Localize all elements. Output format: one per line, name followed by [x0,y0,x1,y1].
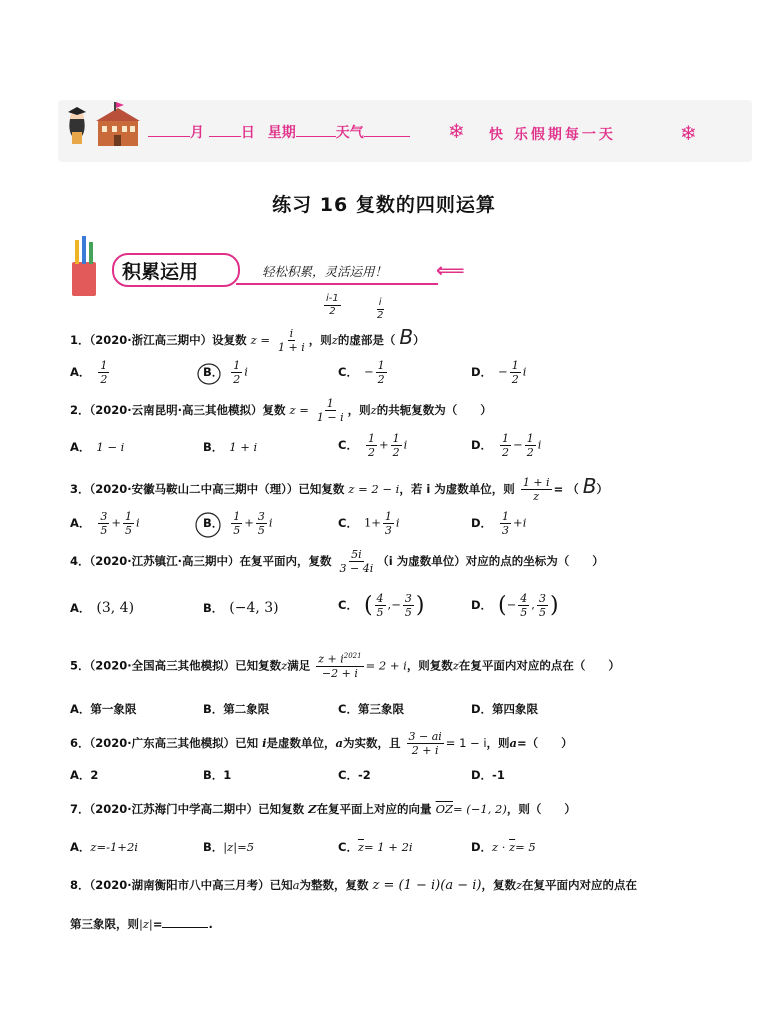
page-title: 练习 16 复数的四则运算 [272,194,496,216]
question-8-line2: 第三象限，则|z|= . [70,917,213,931]
question-8: 8．（2020·湖南衡阳市八中高三月考）已知a为整数，复数 z = (1 − i)(a − i)，复数z在复平面内对应的点在 [70,878,638,893]
snowflake-icon: ❄ [680,121,697,145]
option-7a: A．z=-1+2i [70,840,138,854]
option-6d: D．-1 [471,768,505,782]
option-3b: B． $\frac{1}{5}$ + $\frac{3}{5}$ i [203,510,273,538]
handwritten-circle [196,362,222,386]
option-4a: A． (3, 4) [70,600,135,616]
option-3a: A． $\frac{3}{5}$ + $\frac{1}{5}$ i [70,510,140,538]
option-2d: D． $\frac{1}{2}$ − $\frac{1}{2}$ i [471,432,542,460]
question-6: 6．（2020·广东高三其他模拟）已知 i是虚数单位，a为实数，且 $\frac{3 - ai}{2 + i}$ = 1 − i，则a=（ ） [70,730,573,758]
question-3: 3．（2020·安徽马鞍山二中高三期中（理））已知复数 z = 2 − i，若 i 为虚数单位，则 $\frac{1 + i}{z}$ = （ B） [70,474,608,503]
option-7b: B．|z|=5 [203,840,255,854]
student-school-illustration [64,102,142,152]
option-5d: D．第四象限 [471,702,539,716]
section-slogan: 轻松积累，灵活运用！ [262,264,388,279]
option-3c: C． 1+ $\frac{1}{3}$ i [338,510,400,538]
handwritten-note: $\frac{i}{2}$ [377,297,384,321]
option-5c: C．第三象限 [338,702,404,716]
handwritten-circle [194,511,222,539]
option-1b: B． $\frac{1}{2}$ i [203,359,248,387]
option-1a: A． $\frac{1}{2}$ [70,359,108,387]
arrow-left-icon: ⟸ [436,258,465,282]
section-label: 积累运用 [122,261,199,283]
pencil-cup-icon [66,236,102,298]
option-5b: B．第二象限 [203,702,270,716]
question-4: 4．（2020·江苏镇江·高三期中）在复平面内，复数 $\frac{5i}{3 - 4i}$ （i 为虚数单位）对应的点的坐标为（ ） [70,548,604,576]
day-label: 日 [240,125,255,141]
section-underline [236,283,438,285]
option-4d: D． (− $\frac{4}{5}$ , $\frac{3}{5}$ ) [471,592,559,620]
option-2b: B． 1 + i [203,440,258,454]
option-3d: D． $\frac{1}{3}$ +i [471,510,527,538]
option-4b: B． (−4, 3) [203,600,279,616]
option-2a: A． 1 − i [70,440,125,454]
weather-label: 天气 [335,125,364,141]
option-2c: C． $\frac{1}{2}$ + $\frac{1}{2}$ i [338,432,408,460]
week-label: 星期 [267,125,296,141]
option-7c: C．$\overline{z}= 1 + 2i$ [338,840,413,854]
question-7: 7．（2020·江苏海门中学高二期中）已知复数 Z在复平面上对应的向量 $\overline{OZ}= (-1$, 2)，则（ ） [70,802,576,816]
month-label: 月 [190,125,204,141]
question-2: 2．（2020·云南昆明·高三其他模拟）复数 z = $\frac{1}{1 - i}$ ，则z的共轭复数为（ ） [70,397,492,425]
option-1d: D． − $\frac{1}{2}$ i [471,359,527,387]
handwritten-note: $\frac{i-1}{2}$ [326,293,339,317]
option-4c: C． ( $\frac{4}{5}$ ,− $\frac{3}{5}$ ) [338,592,425,620]
option-5a: A．第一象限 [70,702,137,716]
option-1c: C． − $\frac{1}{2}$ [338,359,385,387]
header-motto: 快 乐假期每一天 [489,127,616,143]
snowflake-icon: ❄ [448,119,465,143]
option-6c: C．-2 [338,768,371,782]
question-5: 5．（2020·全国高三其他模拟）已知复数z满足 $\frac{z + i^{2021}}{-2 + i}$ = 2 + i，则复数z在复平面内对应的点在（ ） [70,652,620,680]
option-6b: B．1 [203,768,232,782]
option-6a: A．2 [70,768,99,782]
question-1: 1．（2020·浙江高三期中）设复数 z = $\frac{i}{1 + i}$ ，则z的虚部是（ B） [70,325,425,354]
option-7d: D．$z \cdot \overline{z}= 5$ [471,840,536,854]
header-date-line [148,122,410,142]
